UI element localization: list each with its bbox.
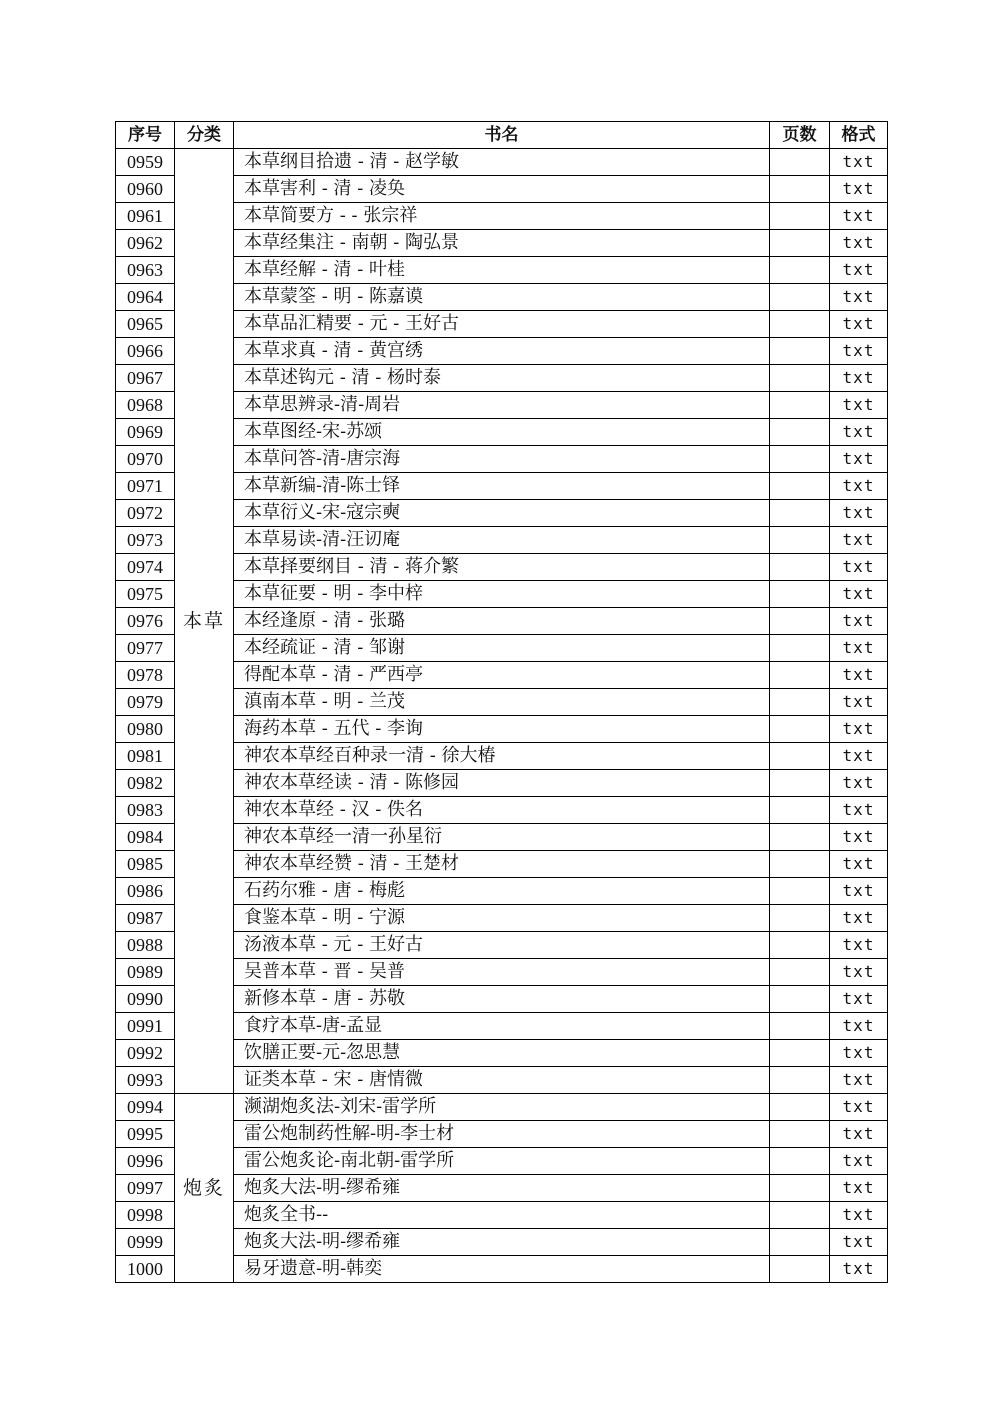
page-count	[770, 338, 830, 365]
file-format: txt	[830, 635, 888, 662]
page-count	[770, 851, 830, 878]
row-index: 0961	[116, 203, 175, 230]
file-format: txt	[830, 311, 888, 338]
file-format: txt	[830, 1067, 888, 1094]
row-index: 0973	[116, 527, 175, 554]
file-format: txt	[830, 554, 888, 581]
book-title: 滇南本草 - 明 - 兰茂	[234, 689, 770, 716]
file-format: txt	[830, 716, 888, 743]
file-format: txt	[830, 1094, 888, 1121]
file-format: txt	[830, 608, 888, 635]
row-index: 0982	[116, 770, 175, 797]
page-count	[770, 1229, 830, 1256]
book-title: 本草易读-清-汪讱庵	[234, 527, 770, 554]
row-index: 0980	[116, 716, 175, 743]
book-title: 本草蒙筌 - 明 - 陈嘉谟	[234, 284, 770, 311]
file-format: txt	[830, 824, 888, 851]
page-count	[770, 743, 830, 770]
file-format: txt	[830, 1229, 888, 1256]
file-format: txt	[830, 392, 888, 419]
row-index: 0972	[116, 500, 175, 527]
book-title: 本草新编-清-陈士铎	[234, 473, 770, 500]
book-title: 海药本草 - 五代 - 李询	[234, 716, 770, 743]
page-count	[770, 419, 830, 446]
row-index: 0970	[116, 446, 175, 473]
header-category: 分类	[175, 122, 234, 149]
row-index: 0997	[116, 1175, 175, 1202]
file-format: txt	[830, 1040, 888, 1067]
book-title: 本草求真 - 清 - 黄宫绣	[234, 338, 770, 365]
file-format: txt	[830, 1148, 888, 1175]
page-count	[770, 230, 830, 257]
page-count	[770, 365, 830, 392]
file-format: txt	[830, 743, 888, 770]
file-format: txt	[830, 1202, 888, 1229]
book-title: 本草品汇精要 - 元 - 王好古	[234, 311, 770, 338]
page-count	[770, 554, 830, 581]
book-title: 石药尔雅 - 唐 - 梅彪	[234, 878, 770, 905]
file-format: txt	[830, 878, 888, 905]
book-title: 本草简要方 - - 张宗祥	[234, 203, 770, 230]
page-count	[770, 878, 830, 905]
row-index: 0976	[116, 608, 175, 635]
file-format: txt	[830, 851, 888, 878]
page-count	[770, 1175, 830, 1202]
row-index: 0994	[116, 1094, 175, 1121]
book-title: 神农本草经 - 汉 - 佚名	[234, 797, 770, 824]
page-count	[770, 635, 830, 662]
page-count	[770, 473, 830, 500]
row-index: 0999	[116, 1229, 175, 1256]
file-format: txt	[830, 473, 888, 500]
file-format: txt	[830, 257, 888, 284]
book-title: 证类本草 - 宋 - 唐情微	[234, 1067, 770, 1094]
file-format: txt	[830, 662, 888, 689]
page-count	[770, 1094, 830, 1121]
file-format: txt	[830, 500, 888, 527]
page-count	[770, 824, 830, 851]
file-format: txt	[830, 689, 888, 716]
header-index: 序号	[116, 122, 175, 149]
page-count	[770, 1256, 830, 1283]
row-index: 0968	[116, 392, 175, 419]
page-count	[770, 581, 830, 608]
page-count	[770, 1202, 830, 1229]
page-count	[770, 959, 830, 986]
file-format: txt	[830, 932, 888, 959]
book-title: 得配本草 - 清 - 严西亭	[234, 662, 770, 689]
file-format: txt	[830, 419, 888, 446]
page-count	[770, 662, 830, 689]
page-count	[770, 284, 830, 311]
page-count	[770, 1013, 830, 1040]
header-pages: 页数	[770, 122, 830, 149]
book-title: 汤液本草 - 元 - 王好古	[234, 932, 770, 959]
table-row	[116, 149, 888, 176]
header-row	[116, 122, 888, 149]
row-index: 0989	[116, 959, 175, 986]
file-format: txt	[830, 986, 888, 1013]
file-format: txt	[830, 203, 888, 230]
page-count	[770, 446, 830, 473]
file-format: txt	[830, 230, 888, 257]
page-count	[770, 1040, 830, 1067]
page-count	[770, 392, 830, 419]
book-title: 新修本草 - 唐 - 苏敬	[234, 986, 770, 1013]
row-index: 0967	[116, 365, 175, 392]
table-row	[116, 1094, 888, 1121]
file-format: txt	[830, 284, 888, 311]
page-count	[770, 1121, 830, 1148]
table-header	[116, 122, 888, 149]
book-title: 本草征要 - 明 - 李中梓	[234, 581, 770, 608]
header-title: 书名	[234, 122, 770, 149]
row-index: 0986	[116, 878, 175, 905]
book-title: 神农本草经读 - 清 - 陈修园	[234, 770, 770, 797]
category-cell: 炮炙	[175, 1094, 234, 1283]
row-index: 0974	[116, 554, 175, 581]
file-format: txt	[830, 770, 888, 797]
header-format: 格式	[830, 122, 888, 149]
row-index: 0962	[116, 230, 175, 257]
page-count	[770, 689, 830, 716]
book-title: 本经疏证 - 清 - 邹谢	[234, 635, 770, 662]
page-count	[770, 905, 830, 932]
book-title: 神农本草经百种录一清 - 徐大椿	[234, 743, 770, 770]
page-count	[770, 986, 830, 1013]
page-count	[770, 500, 830, 527]
book-title: 炮炙大法-明-缪希雍	[234, 1229, 770, 1256]
file-format: txt	[830, 1175, 888, 1202]
book-title: 本草害利 - 清 - 凌奂	[234, 176, 770, 203]
row-index: 0975	[116, 581, 175, 608]
page-count	[770, 257, 830, 284]
file-format: txt	[830, 446, 888, 473]
category-cell: 本草	[175, 149, 234, 1094]
page-count	[770, 311, 830, 338]
row-index: 1000	[116, 1256, 175, 1283]
row-index: 0991	[116, 1013, 175, 1040]
book-title: 神农本草经赞 - 清 - 王楚材	[234, 851, 770, 878]
book-title: 本草经集注 - 南朝 - 陶弘景	[234, 230, 770, 257]
table-body	[116, 149, 888, 1283]
file-format: txt	[830, 527, 888, 554]
book-title: 炮炙全书--	[234, 1202, 770, 1229]
file-format: txt	[830, 1013, 888, 1040]
page-count	[770, 1067, 830, 1094]
file-format: txt	[830, 959, 888, 986]
page-count	[770, 1148, 830, 1175]
page-count	[770, 770, 830, 797]
row-index: 0998	[116, 1202, 175, 1229]
book-title: 本草问答-清-唐宗海	[234, 446, 770, 473]
row-index: 0966	[116, 338, 175, 365]
page-count	[770, 932, 830, 959]
row-index: 0971	[116, 473, 175, 500]
row-index: 0995	[116, 1121, 175, 1148]
file-format: txt	[830, 797, 888, 824]
row-index: 0960	[116, 176, 175, 203]
file-format: txt	[830, 149, 888, 176]
row-index: 0990	[116, 986, 175, 1013]
page-count	[770, 716, 830, 743]
book-title: 濒湖炮炙法-刘宋-雷学所	[234, 1094, 770, 1121]
row-index: 0996	[116, 1148, 175, 1175]
book-title: 本草思辨录-清-周岩	[234, 392, 770, 419]
file-format: txt	[830, 338, 888, 365]
row-index: 0993	[116, 1067, 175, 1094]
page-count	[770, 797, 830, 824]
file-format: txt	[830, 176, 888, 203]
book-title: 炮炙大法-明-缪希雍	[234, 1175, 770, 1202]
book-title: 吴普本草 - 晋 - 吴普	[234, 959, 770, 986]
book-title: 本草衍义-宋-寇宗奭	[234, 500, 770, 527]
row-index: 0969	[116, 419, 175, 446]
book-title: 雷公炮制药性解-明-李士材	[234, 1121, 770, 1148]
book-title: 神农本草经一清一孙星衍	[234, 824, 770, 851]
row-index: 0979	[116, 689, 175, 716]
row-index: 0987	[116, 905, 175, 932]
row-index: 0981	[116, 743, 175, 770]
file-format: txt	[830, 581, 888, 608]
row-index: 0964	[116, 284, 175, 311]
page-count	[770, 527, 830, 554]
row-index: 0992	[116, 1040, 175, 1067]
file-format: txt	[830, 905, 888, 932]
row-index: 0959	[116, 149, 175, 176]
row-index: 0988	[116, 932, 175, 959]
book-title: 本草图经-宋-苏颂	[234, 419, 770, 446]
row-index: 0984	[116, 824, 175, 851]
book-title: 食鉴本草 - 明 - 宁源	[234, 905, 770, 932]
file-format: txt	[830, 1256, 888, 1283]
book-catalog-table	[115, 121, 888, 1283]
book-title: 本草纲目拾遗 - 清 - 赵学敏	[234, 149, 770, 176]
row-index: 0983	[116, 797, 175, 824]
file-format: txt	[830, 365, 888, 392]
file-format: txt	[830, 1121, 888, 1148]
book-title: 本草经解 - 清 - 叶桂	[234, 257, 770, 284]
row-index: 0963	[116, 257, 175, 284]
page-count	[770, 149, 830, 176]
book-title: 雷公炮炙论-南北朝-雷学所	[234, 1148, 770, 1175]
page-count	[770, 203, 830, 230]
book-title: 本草述钩元 - 清 - 杨时泰	[234, 365, 770, 392]
row-index: 0965	[116, 311, 175, 338]
row-index: 0985	[116, 851, 175, 878]
row-index: 0977	[116, 635, 175, 662]
book-title: 食疗本草-唐-孟显	[234, 1013, 770, 1040]
book-title: 本经逢原 - 清 - 张璐	[234, 608, 770, 635]
book-title: 饮膳正要-元-忽思慧	[234, 1040, 770, 1067]
row-index: 0978	[116, 662, 175, 689]
page-count	[770, 176, 830, 203]
book-title: 易牙遗意-明-韩奕	[234, 1256, 770, 1283]
page-count	[770, 608, 830, 635]
book-title: 本草择要纲目 - 清 - 蒋介繁	[234, 554, 770, 581]
